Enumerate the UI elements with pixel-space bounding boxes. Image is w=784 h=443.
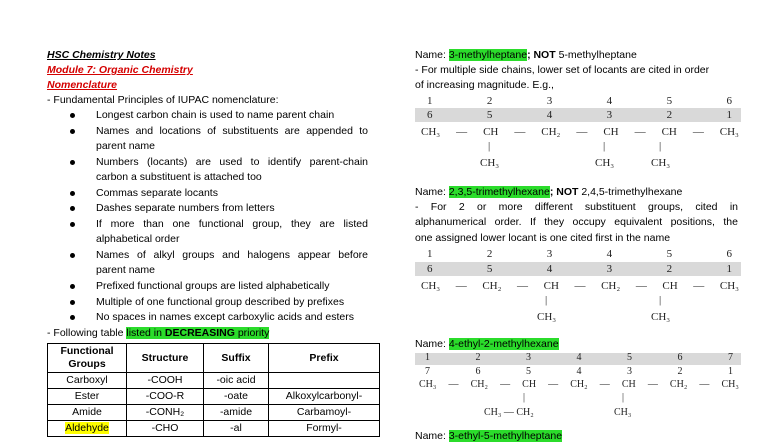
bullet-icon <box>70 191 75 196</box>
table-row <box>48 405 380 421</box>
bullet-icon <box>70 129 75 134</box>
table-cell: -oic acid <box>204 373 269 389</box>
intro-text: - Fundamental Principles of IUPAC nomenclature: <box>47 94 279 106</box>
example2-description-cont: alphanumerical order. If they occupy equivalent positions, the <box>415 216 738 228</box>
bond-line: | <box>659 140 662 152</box>
table-cell: -amide <box>204 405 269 421</box>
table-cell: -al <box>204 421 269 437</box>
bullet-icon <box>70 315 75 320</box>
bullet-icon <box>70 284 75 289</box>
list-item: Longest carbon chain is used to name parent chain <box>96 109 335 121</box>
branch-methyl: CH₃ <box>651 311 671 323</box>
list-item: Prefixed functional groups are listed alphabetically <box>96 280 330 292</box>
table-intro: - Following table listed in DECREASING priority <box>47 327 270 339</box>
table-cell: -oate <box>204 389 269 405</box>
list-item: No spaces in names except carboxylic acids and esters <box>96 311 354 323</box>
bond-line: | <box>603 140 606 152</box>
branch-methyl: CH₃ <box>614 407 632 418</box>
example4-name-line: Name: 3-ethyl-5-methylheptane <box>415 430 563 442</box>
table-cell: Alkoxylcarbonyl- <box>269 389 380 405</box>
branch-methyl: CH₃ <box>480 157 500 169</box>
table-cell: -COO-R <box>127 389 204 405</box>
table-cell: -CONH₂ <box>127 405 204 421</box>
branch-ethyl: CH₃ — CH₂ <box>484 407 534 418</box>
module-heading: Module 7: Organic Chemistry <box>47 64 193 76</box>
header-structure: Structure <box>127 344 204 373</box>
branch-methyl: CH₃ <box>537 311 557 323</box>
table-header-row <box>48 344 380 373</box>
table-cell: Aldehyde <box>48 421 127 437</box>
table-cell: Carboxyl <box>48 373 127 389</box>
bullet-icon <box>70 113 75 118</box>
bullet-icon <box>70 253 75 258</box>
bond-line: | <box>488 140 491 152</box>
list-item-continued: parent name <box>96 264 155 276</box>
locants-bottom: 7 6 5 4 3 2 1 <box>425 366 733 377</box>
header-prefix: Prefix <box>269 344 380 373</box>
locants-bottom: 6 5 4 3 2 1 <box>427 263 732 275</box>
list-item-continued: alphabetical order <box>96 233 180 245</box>
list-item: Names of alkyl groups and halogens appear before <box>96 249 368 261</box>
example2-description: - For 2 or more different substituent groups, cited in <box>415 201 738 213</box>
table-row <box>48 389 380 405</box>
locants-top: 1 2 3 4 5 6 <box>427 248 732 260</box>
bond-line: | <box>622 392 625 403</box>
bullet-icon <box>70 206 75 211</box>
header-suffix: Suffix <box>204 344 269 373</box>
table-row <box>48 421 380 437</box>
example2-name-line: Name: 2,3,5-trimethylhexane; NOT 2,4,5-trimethylhexane <box>415 186 683 198</box>
list-item: Commas separate locants <box>96 187 218 199</box>
example1-description-cont: of increasing magnitude. E.g., <box>415 79 554 91</box>
list-item: Numbers (locants) are used to identify parent-chain <box>96 156 368 168</box>
branch-methyl: CH₃ <box>595 157 615 169</box>
table-cell <box>269 373 380 389</box>
bullet-icon <box>70 160 75 165</box>
main-chain: CH₃ — CH₂ — CH — CH₂ — CH — CH₃ <box>421 280 739 292</box>
list-item: Multiple of one functional group described by prefixes <box>96 296 345 308</box>
bond-line: | <box>523 392 526 403</box>
example1-name-line: Name: 3-methylheptane; NOT 5-methylheptane <box>415 49 637 61</box>
section-heading: Nomenclature <box>47 79 118 91</box>
table-row <box>48 373 380 389</box>
bullet-icon <box>70 222 75 227</box>
example3-name-line: Name: 4-ethyl-2-methylhexane <box>415 338 559 350</box>
notes-title: HSC Chemistry Notes <box>47 49 156 61</box>
table-cell: Amide <box>48 405 127 421</box>
bond-line: | <box>659 294 662 306</box>
list-item: Names and locations of substituents are appended to <box>96 125 368 137</box>
list-item-continued: parent name <box>96 140 155 152</box>
example2-description-cont: one assigned lower locant is one cited first in the name <box>415 232 671 244</box>
main-chain: CH₃ — CH — CH₂ — CH — CH — CH₃ <box>421 126 739 138</box>
header-functional-groups: Functional Groups <box>48 344 127 373</box>
locants-top: 1 2 3 4 5 6 7 <box>425 352 733 363</box>
example1-description: - For multiple side chains, lower set of locants are cited in order <box>415 64 710 76</box>
table-cell: Ester <box>48 389 127 405</box>
list-item-continued: carbon a substituent is attached too <box>96 171 262 183</box>
locants-bottom: 6 5 4 3 2 1 <box>427 109 732 121</box>
functional-groups-table <box>47 343 380 437</box>
table-cell: Carbamoyl- <box>269 405 380 421</box>
bullet-icon <box>70 300 75 305</box>
table-cell: -CHO <box>127 421 204 437</box>
bond-line: | <box>545 294 548 306</box>
list-item: If more than one functional group, they are listed <box>96 218 368 230</box>
locants-top: 1 2 3 4 5 6 <box>427 95 732 107</box>
branch-methyl: CH₃ <box>651 157 671 169</box>
main-chain: CH₃ — CH₂ — CH — CH₂ — CH — CH₂ — CH₃ <box>419 379 739 390</box>
table-cell: Formyl- <box>269 421 380 437</box>
table-cell: -COOH <box>127 373 204 389</box>
list-item: Dashes separate numbers from letters <box>96 202 275 214</box>
